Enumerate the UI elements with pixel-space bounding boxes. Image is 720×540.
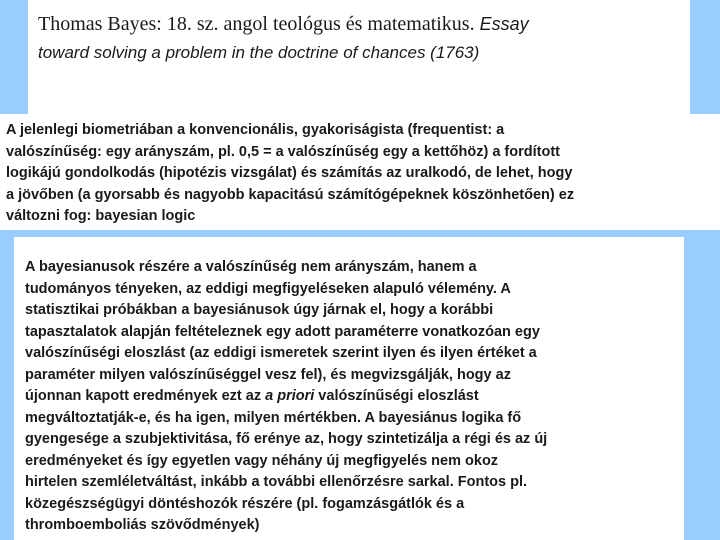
paragraph2-line: A bayesianusok részére a valószínűség nem arányszám, hanem a: [25, 259, 477, 275]
paragraph2-line: valószínűségi eloszlást (az eddigi ismeretek szerint ilyen és ilyen értéket a: [25, 345, 537, 361]
paragraph2-line: hirtelen szemléletváltást, inkább a további ellenőrzésre sarkal. Fontos pl.: [25, 474, 528, 490]
title-line-2: toward solving a problem in the doctrine of chances (1763): [38, 43, 480, 62]
title-essay-text: Essay: [479, 14, 529, 34]
a-priori-before: újonnan kapott eredmények ezt az: [25, 388, 266, 404]
paragraph2-line: tapasztalatok alapján feltételeznek egy adott paraméterre vonatkozóan egy: [25, 323, 540, 340]
frequentist-text-box: [0, 114, 720, 230]
paragraph2-line: paraméter milyen valószínűséggel vesz fel), és megvizsgálják, hogy az: [25, 366, 511, 383]
paragraph2-line: tudományos tényeken, az eddigi megfigyeléseken alapuló vélemény. A: [25, 280, 511, 297]
paragraph1-line: A jelenlegi biometriában a konvencionális, gyakoriságista (frequentist: a: [6, 122, 505, 138]
paragraph2-line: közegészségügyi döntéshozók részére (pl. fogamzásgátlók és a: [25, 495, 465, 512]
a-priori-after: valószínűségi eloszlást: [314, 388, 479, 404]
paragraph2-line: gyengesége a szubjektivitása, fő erénye az, hogy szintetizálja a régi és az új: [25, 431, 548, 447]
paragraph1-line: változni fog: bayesian logic: [6, 208, 196, 224]
title-main-text: Thomas Bayes: 18. sz. angol teológus és matematikus.: [38, 13, 475, 35]
paragraph2-line-a-priori: [25, 386, 685, 408]
paragraph2-line: megváltoztatják-e, és ha igen, milyen mértékben. A bayesiánus logika fő: [25, 409, 522, 426]
title-box: [28, 0, 690, 114]
paragraph1-line: logikájú gondolkodás (hipotézis vizsgálat) és számítás az uralkodó, de lehet, hogy: [6, 165, 573, 181]
paragraph2-line: eredményeket és így egyetlen vagy néhány új megfigyelés nem okoz: [25, 452, 499, 469]
title-line-1: [38, 13, 529, 36]
frequentist-paragraph: [6, 120, 716, 228]
paragraph2-line: thromboemboliás szövődmények): [25, 517, 260, 533]
bayesian-text-box: [14, 237, 684, 540]
paragraph1-line: a jövőben (a gyorsabb és nagyobb kapacitású számítógépeknek köszönhetően) ez: [6, 186, 575, 203]
bayesian-paragraph: [25, 257, 685, 537]
a-priori-italic: a priori: [265, 388, 315, 404]
paragraph2-line: statisztikai próbákban a bayesiánusok úgy járnak el, hogy a korábbi: [25, 302, 494, 318]
paragraph1-line: valószínűség: egy arányszám, pl. 0,5 = a valószínűség egy a kettőhöz) a fordított: [6, 143, 560, 160]
